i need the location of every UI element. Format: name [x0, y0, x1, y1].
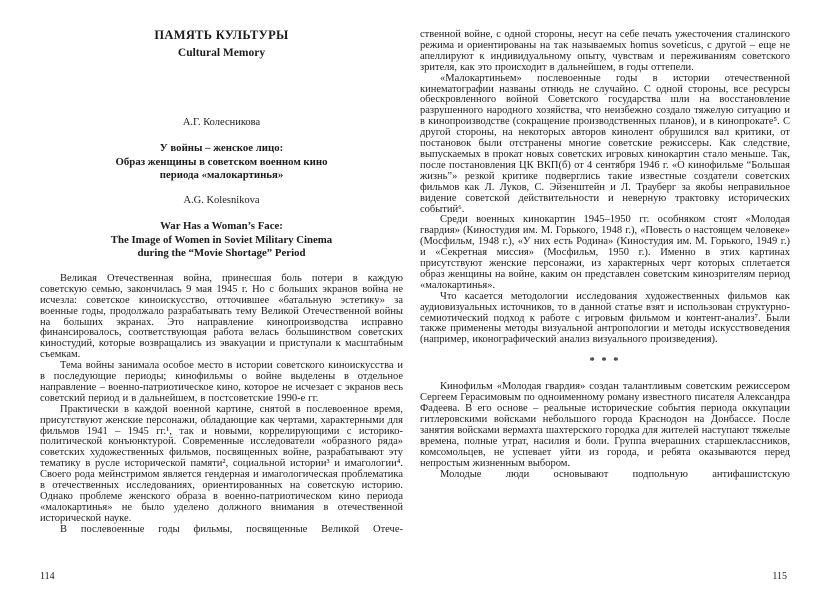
body-paragraph: Среди военных кинокартин 1945–1950 гг. особняком стоят «Молодая гвардия» (Киностудия им. М. Горького, 1948 г.), «Повесть о настоящем человеке» (Мосфильм, 1948 г.), «У них есть Родина» (Киностудия им. М. Горького, 1949 г.) и «Секретная миссия» (Мосфильм, 1950 г.). Именно в этих картинах присутствуют женские персонажи, из характерных черт которых сплетается образ женщины на войне, каким он представлен советским кинозрителям период «малокартинья».: [420, 214, 790, 291]
page-right-content: [420, 30, 790, 480]
body-paragraph: Что касается методологии исследования художественных фильмов как аудиовизуальных источников, то в данной статье взят и использован структурно-семиотический подход к работе с игровым фильмом и контент-анализ⁷. Были также применены методы визуальной антропологии и методы искусствоведения (например, иконографический анализ визуального произведения).: [420, 290, 790, 346]
body-paragraph: Тема войны занимала особое место в истории советского киноискусства и в последующие периоды; кинофильмы о войне выделены в отдельное направление – военно-патриотическое кино, которое не исчезает с экранов весь советский период и в дальнейшем, в постсоветские 1990-е гг.: [40, 360, 403, 404]
body-paragraph: Молодые люди основывают подпольную антифашистскую: [440, 468, 790, 480]
section-title-en: Cultural Memory: [177, 47, 266, 59]
body-paragraph: Великая Отечественная война, принесшая боль потери в каждую советскую семью, закончилась 9 мая 1945 г. Но с больших экранов война не исчезла: советское киноискусство, отточившее «батальную эстетику» за военные годы, продолжало разрабатывать тему Великой Отечественной войны на больших экранах. Это направление кинопроизводства исправно финансировалось, соответствующая работа велась большинством советских киностудий, которые возвращались из эвакуации и приступали к масштабным съемкам.: [40, 272, 403, 361]
article-title-ru: [40, 142, 403, 182]
body-paragraph: В послевоенные годы фильмы, посвященные Великой Отече-: [60, 523, 403, 535]
article-title-en: [40, 220, 403, 260]
article-title-en-line: War Has a Woman’s Face:: [160, 220, 283, 233]
page-left-content: [40, 28, 403, 536]
body-paragraph: Практически в каждой военной картине, снятой в послевоенное время, присутствуют женские персонажи, обладающие как чертами, характерными для фильмов 1941 – 1945 гг.¹, так и новыми, коррелирующими с историко-политической конъюнктурой. Современные исследователи «образного ряда» советских художественных фильмов, посвященных войне, разрабатывают эту тематику в русле исторической памяти², социальной истории³ и имагологии⁴. Своего рода мейнстримом является гендерная и имагологическая проблематика в отечественных исследованиях, ориентированных на советскую историю. Однако проблеме женского образа в военно-патриотическом кино периода «малокартинья» не было уделено должного внимания в отечественной исторической науке.: [40, 403, 403, 524]
article-title-en-line: The Image of Women in Soviet Military Cinema: [110, 233, 333, 246]
author-name-ru: А.Г. Колесникова: [182, 116, 261, 128]
page-number-right: 115: [772, 571, 787, 582]
page-number-left: 114: [40, 571, 55, 582]
section-separator: * * *: [589, 356, 621, 368]
body-paragraph: Кинофильм «Молодая гвардия» создан талантливым советским режиссером Сергеем Герасимовым по одноименному роману известного писателя Александра Фадеева. В его основе – реальные исторические события периода оккупации гитлеровскими войсками небольшого города Краснодон на Донбассе. После занятия войсками вермахта шахтерского городка для жителей наступают тяжелые времена, полные утрат, насилия и боли. Группа вчерашних старшеклассников, комсомольцев, не успевает уйти из города, и ребята оказываются перед непростым жизненным выбором.: [420, 381, 790, 469]
article-title-ru-line: У войны – женское лицо:: [159, 142, 284, 155]
author-name-en: A.G. Kolesnikova: [183, 194, 260, 206]
article-title-en-line: during the “Movie Shortage” Period: [137, 247, 306, 260]
page-right: [410, 0, 820, 609]
body-paragraph: «Малокартиньем» послевоенные годы в истории отечественной кинематографии названы отнюдь не случайно. С одной стороны, все ресурсы обескровленного войной Советского государства шли на восстановление разрушенного народного хозяйства, что неизбежно создало тяжелую ситуацию и в кинопроизводстве (сокращение производственных планов), и в кинопрокате⁵. С другой стороны, на некоторых авторов кинолент обрушился вал критики, от постановок были отстранены многие советские режиссеры. Как следствие, выпускаемых в прокат новых советских игровых кинокартин стало меньше. Так, после постановления ЦК ВКП(б) от 4 сентября 1946 г. «О кинофильме “Большая жизнь”» резкой критике подверглись такие известные создатели советских фильмов как Л. Луков, С. Эйзенштейн и Л. Трауберг за якобы неправильное видение советской действительности и неверную трактовку исторических событий⁶.: [420, 72, 790, 215]
article-title-ru-line: периода «малокартинья»: [159, 169, 284, 182]
section-title-ru: ПАМЯТЬ КУЛЬТУРЫ: [154, 28, 289, 42]
body-text-left: [40, 274, 403, 536]
body-text-right: [420, 30, 790, 480]
body-paragraph: ственной войне, с одной стороны, несут на себе печать ужесточения сталинского режима и ориентированы на так называемых homus soveticus, с другой – еще не апеллируют к индивидуальному опыту, чувствам и переживаниям советского зрителя, как это происходит в дальнейшем, в годы оттепели.: [420, 29, 790, 73]
article-title-ru-line: Образ женщины в советском военном кино: [115, 155, 328, 168]
